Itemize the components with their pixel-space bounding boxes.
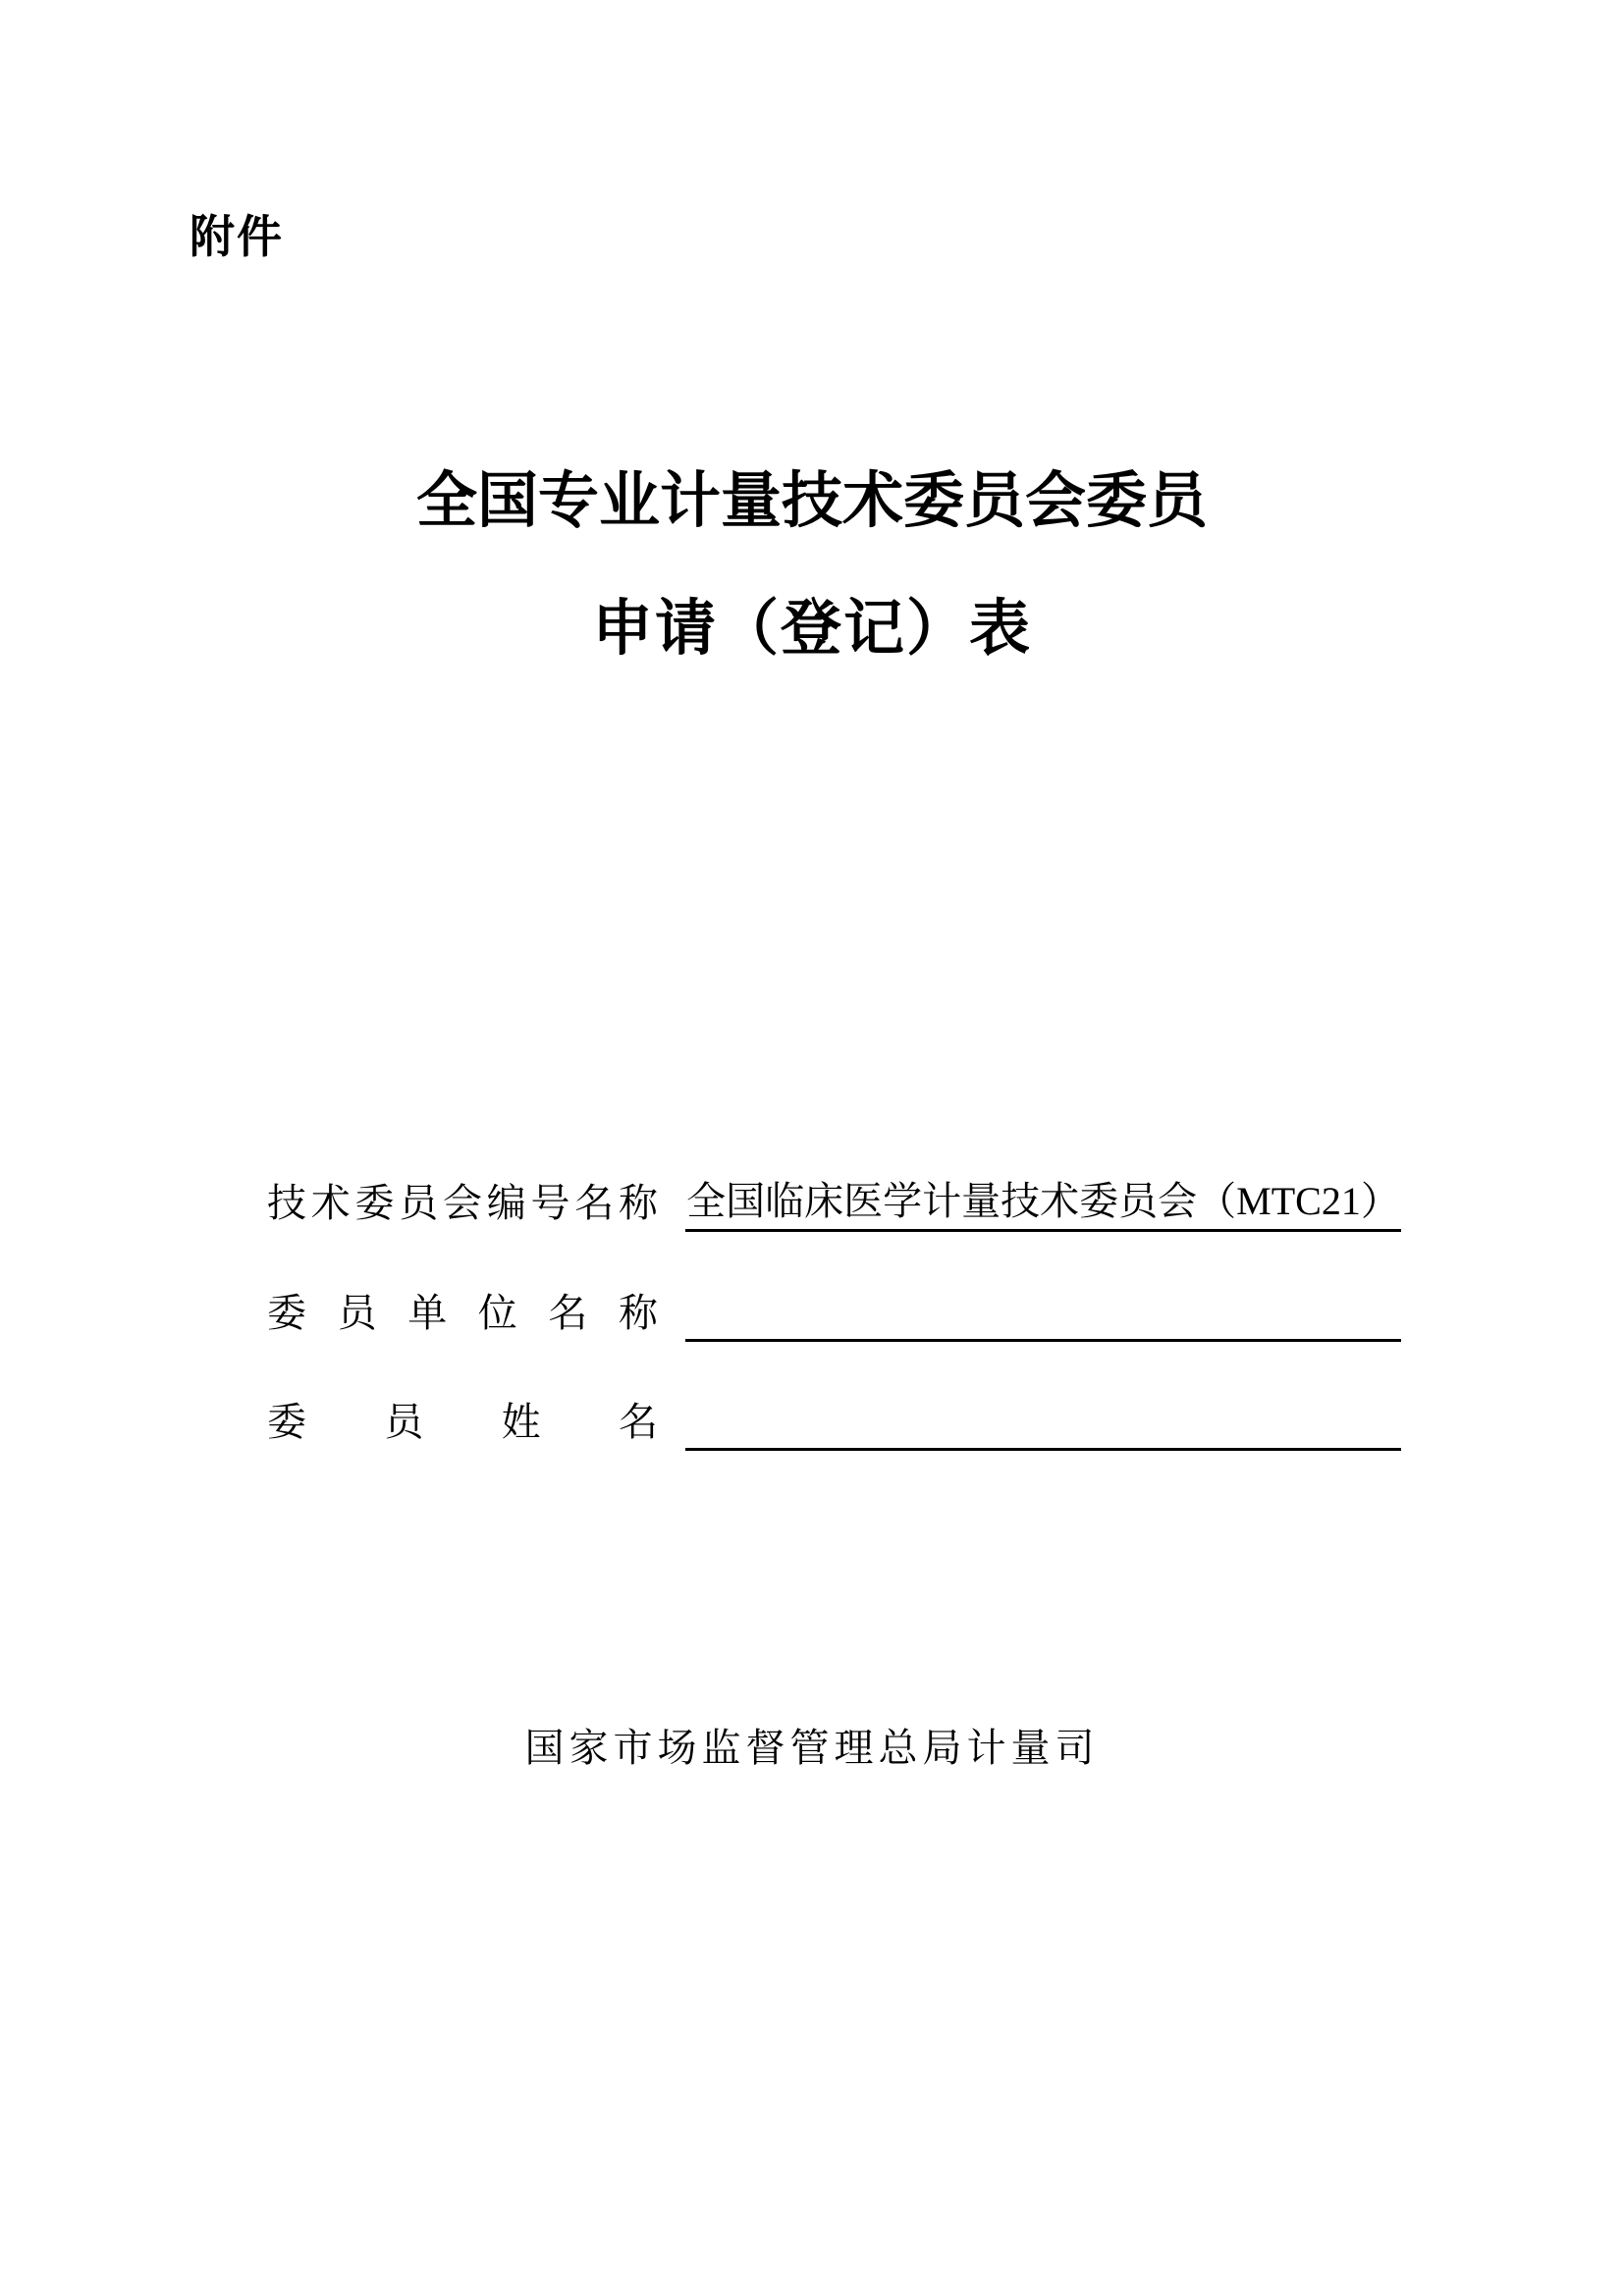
committee-number-name-field: 全国临床医学计量技术委员会（MTC21）	[685, 1175, 1401, 1232]
committee-number-name-label: 技术委员会编号名称	[267, 1181, 658, 1225]
form-row-member-name	[267, 1394, 1401, 1451]
form-row-member-unit-name	[267, 1285, 1401, 1342]
document-title-line-2: 申请（登记）表	[591, 596, 1032, 663]
member-unit-name-field	[685, 1285, 1401, 1342]
document-title-line-1: 全国专业计量技术委员会委员	[415, 468, 1208, 535]
member-name-label: 委员姓名	[267, 1400, 658, 1444]
footer-organization: 国家市场监督管理总局计量司	[524, 1726, 1100, 1770]
form-row-committee-number-name	[267, 1175, 1401, 1232]
member-name-field	[685, 1394, 1401, 1451]
member-unit-name-label: 委员单位名称	[267, 1291, 658, 1335]
attachment-label: 附件	[189, 211, 284, 262]
